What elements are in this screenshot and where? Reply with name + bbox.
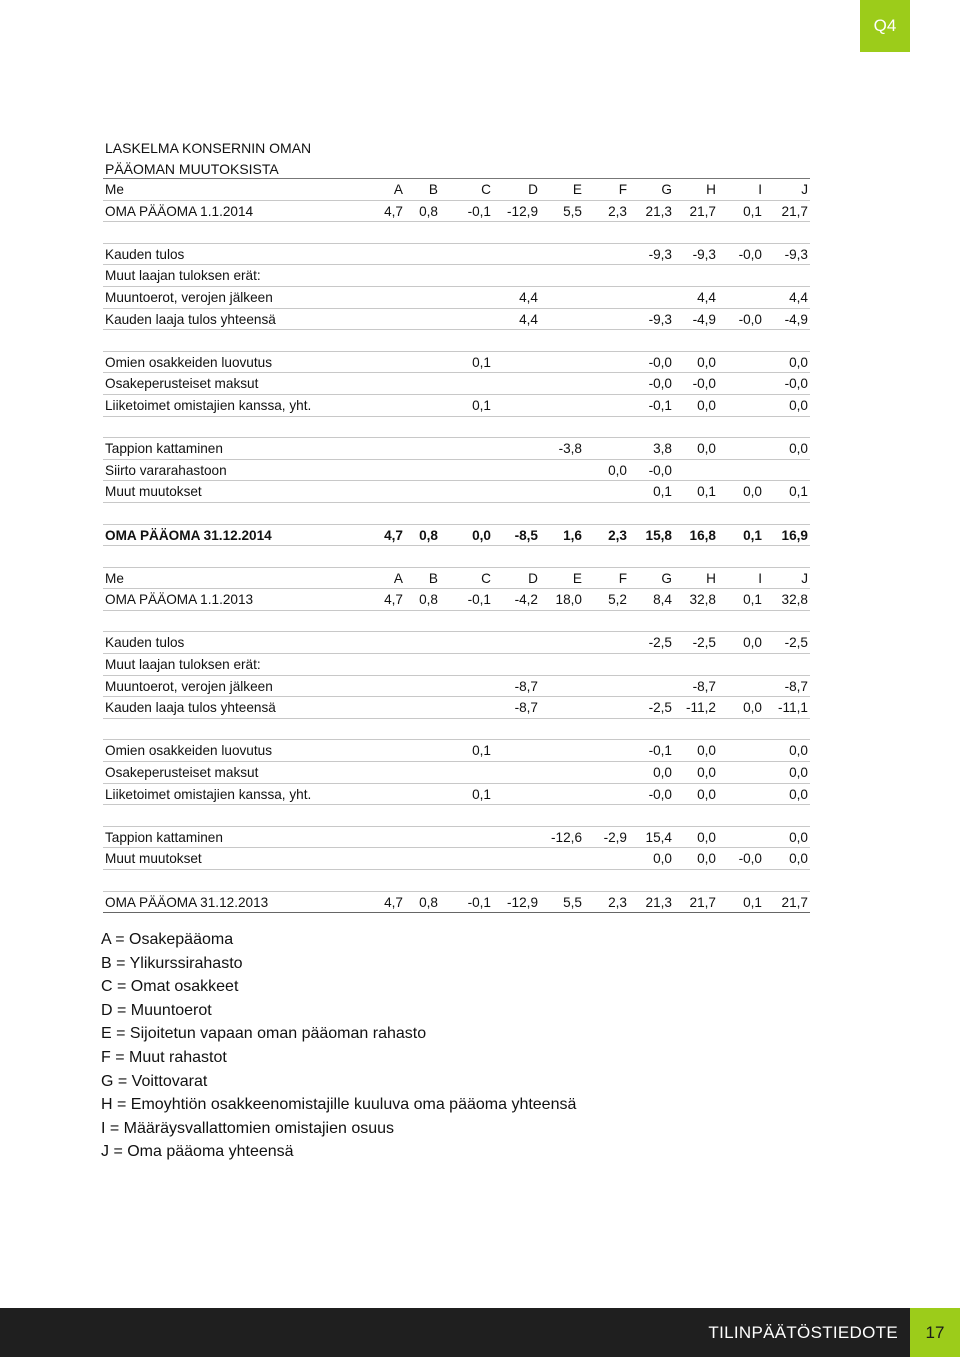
spacer-row bbox=[103, 503, 810, 525]
cell-col-i: 0,1 bbox=[743, 527, 762, 543]
spacer-row bbox=[103, 417, 810, 439]
cell-col-g: -0,0 bbox=[648, 462, 672, 478]
cell-col-g: 21,3 bbox=[645, 203, 672, 219]
table-row bbox=[103, 265, 810, 287]
cell-col-h: -9,3 bbox=[692, 246, 716, 262]
cell-col-j: -0,0 bbox=[784, 376, 808, 392]
cell-col-h: 0,0 bbox=[697, 743, 716, 759]
cell-col-j: 21,7 bbox=[781, 894, 808, 910]
spacer-row bbox=[103, 330, 810, 352]
cell-col-j: 0,1 bbox=[789, 484, 808, 500]
table-row bbox=[103, 762, 810, 784]
cell-col-g: 15,4 bbox=[645, 829, 672, 845]
table-row bbox=[103, 676, 810, 698]
cell-col-f: 0,0 bbox=[608, 462, 627, 478]
column-legend bbox=[101, 928, 576, 1164]
cell-col-h: 4,4 bbox=[697, 289, 716, 305]
cell-col-h: 0,0 bbox=[697, 829, 716, 845]
cell-col-g: -9,3 bbox=[648, 246, 672, 262]
row-label: Me bbox=[105, 570, 124, 586]
table-row bbox=[103, 309, 810, 331]
cell-col-d: -8,5 bbox=[514, 527, 538, 543]
cell-col-g: -2,5 bbox=[648, 635, 672, 651]
cell-col-b: B bbox=[428, 570, 438, 586]
table-row bbox=[103, 892, 810, 914]
row-label: Muut laajan tuloksen erät: bbox=[105, 268, 261, 284]
cell-col-j: 0,0 bbox=[789, 851, 808, 867]
table-row bbox=[103, 784, 810, 806]
table-row bbox=[103, 395, 810, 417]
cell-col-g: -0,0 bbox=[648, 354, 672, 370]
legend-item: A = Osakepääoma bbox=[101, 931, 234, 948]
row-label: OMA PÄÄOMA 31.12.2014 bbox=[105, 527, 272, 543]
cell-col-e: E bbox=[572, 182, 582, 197]
cell-col-g: 8,4 bbox=[653, 592, 672, 608]
cell-col-h: 32,8 bbox=[689, 592, 716, 608]
cell-col-f: F bbox=[618, 182, 627, 197]
row-label: OMA PÄÄOMA 31.12.2013 bbox=[105, 894, 269, 910]
cell-col-f: -2,9 bbox=[603, 829, 627, 845]
cell-col-c: 0,1 bbox=[472, 786, 491, 802]
legend-item: I = Määräysvallattomien omistajien osuus bbox=[101, 1119, 395, 1137]
row-label: Muut muutokset bbox=[105, 484, 202, 500]
cell-col-h: -4,9 bbox=[692, 311, 716, 327]
row-label: Liiketoimet omistajien kanssa, yht. bbox=[105, 786, 312, 802]
cell-col-g: G bbox=[661, 570, 672, 586]
cell-col-g: 21,3 bbox=[645, 894, 672, 910]
cell-col-b: 0,8 bbox=[419, 203, 438, 219]
cell-col-a: A bbox=[393, 570, 403, 586]
row-label: Kauden laaja tulos yhteensä bbox=[105, 311, 276, 327]
cell-col-c: 0,1 bbox=[472, 743, 491, 759]
cell-col-h: 21,7 bbox=[689, 203, 716, 219]
cell-col-i: -0,0 bbox=[738, 311, 762, 327]
cell-col-g: 3,8 bbox=[653, 441, 672, 457]
table-row bbox=[103, 827, 810, 849]
row-label: Kauden laaja tulos yhteensä bbox=[105, 700, 276, 716]
row-label: Kauden tulos bbox=[105, 635, 185, 651]
cell-col-i: 0,1 bbox=[743, 592, 762, 608]
cell-col-j: 0,0 bbox=[789, 397, 808, 413]
cell-col-j: 0,0 bbox=[789, 829, 808, 845]
row-label: Muut muutokset bbox=[105, 851, 202, 867]
legend-item: J = Oma pääoma yhteensä bbox=[101, 1143, 294, 1161]
cell-col-f: 2,3 bbox=[608, 527, 627, 543]
cell-col-g: -9,3 bbox=[648, 311, 672, 327]
footer-section-title: TILINPÄÄTÖSTIEDOTE bbox=[708, 1323, 898, 1342]
cell-col-c: -0,1 bbox=[467, 203, 491, 219]
row-label: Tappion kattaminen bbox=[105, 441, 223, 457]
cell-col-i: 0,1 bbox=[743, 203, 762, 219]
cell-col-j: -4,9 bbox=[784, 311, 808, 327]
cell-col-g: 0,0 bbox=[653, 851, 672, 867]
cell-col-h: 21,7 bbox=[689, 894, 716, 910]
table-row bbox=[103, 525, 810, 547]
cell-col-d: -12,9 bbox=[507, 203, 538, 219]
cell-col-b: 0,8 bbox=[419, 527, 438, 543]
cell-col-i: 0,0 bbox=[743, 635, 762, 651]
cell-col-d: -8,7 bbox=[514, 678, 538, 694]
table-row bbox=[103, 481, 810, 503]
cell-col-c: C bbox=[481, 182, 491, 197]
cell-col-d: -8,7 bbox=[514, 700, 538, 716]
cell-col-j: 0,0 bbox=[789, 786, 808, 802]
cell-col-i: -0,0 bbox=[738, 851, 762, 867]
spacer-row bbox=[103, 870, 810, 892]
cell-col-g: -2,5 bbox=[648, 700, 672, 716]
cell-col-b: 0,8 bbox=[419, 894, 438, 910]
cell-col-d: D bbox=[528, 182, 538, 197]
cell-col-i: I bbox=[758, 182, 762, 197]
cell-col-i: I bbox=[758, 570, 762, 586]
cell-col-f: F bbox=[618, 570, 627, 586]
table-row bbox=[103, 740, 810, 762]
equity-changes-table bbox=[103, 178, 810, 913]
cell-col-d: D bbox=[528, 570, 538, 586]
cell-col-j: -8,7 bbox=[784, 678, 808, 694]
cell-col-h: 0,0 bbox=[697, 851, 716, 867]
cell-col-e: -12,6 bbox=[551, 829, 582, 845]
table-row bbox=[103, 179, 810, 201]
cell-col-f: 5,2 bbox=[608, 592, 627, 608]
cell-col-j: J bbox=[801, 182, 808, 197]
cell-col-i: 0,0 bbox=[743, 484, 762, 500]
cell-col-d: 4,4 bbox=[519, 311, 538, 327]
spacer-row bbox=[103, 222, 810, 244]
cell-col-b: 0,8 bbox=[419, 592, 438, 608]
cell-col-h: 0,0 bbox=[697, 397, 716, 413]
legend-item: C = Omat osakkeet bbox=[101, 978, 239, 996]
legend-item: H = Emoyhtiön osakkeenomistajille kuuluva oma pääoma yhteensä bbox=[101, 1096, 577, 1114]
legend-item: B = Ylikurssirahasto bbox=[101, 954, 243, 972]
cell-col-a: A bbox=[393, 182, 403, 197]
cell-col-h: 0,0 bbox=[697, 441, 716, 457]
cell-col-j: -2,5 bbox=[784, 635, 808, 651]
table-row bbox=[103, 697, 810, 719]
cell-col-j: J bbox=[801, 570, 808, 586]
title-line-2: PÄÄOMAN MUUTOKSISTA bbox=[105, 161, 279, 177]
legend-item: E = Sijoitetun vapaan oman pääoman rahasto bbox=[101, 1025, 427, 1043]
cell-col-j: 0,0 bbox=[789, 354, 808, 370]
cell-col-c: -0,1 bbox=[467, 894, 491, 910]
cell-col-j: 4,4 bbox=[789, 289, 808, 305]
table-row bbox=[103, 848, 810, 870]
cell-col-i: 0,0 bbox=[743, 700, 762, 716]
row-label: Muut laajan tuloksen erät: bbox=[105, 657, 261, 673]
spacer-row bbox=[103, 611, 810, 633]
cell-col-j: -11,1 bbox=[778, 700, 808, 716]
spacer-row bbox=[103, 546, 810, 568]
row-label: Me bbox=[105, 182, 124, 197]
cell-col-j: 16,9 bbox=[781, 527, 808, 543]
title-line-1: LASKELMA KONSERNIN OMAN bbox=[105, 140, 312, 156]
cell-col-j: 32,8 bbox=[781, 592, 808, 608]
cell-col-d: -12,9 bbox=[507, 894, 538, 910]
row-label: Omien osakkeiden luovutus bbox=[105, 354, 272, 370]
spacer-row bbox=[103, 805, 810, 827]
cell-col-c: 0,1 bbox=[472, 397, 491, 413]
cell-col-f: 2,3 bbox=[608, 203, 627, 219]
cell-col-c: -0,1 bbox=[467, 592, 491, 608]
table-row bbox=[103, 460, 810, 482]
table-row bbox=[103, 373, 810, 395]
cell-col-h: 0,1 bbox=[697, 484, 716, 500]
cell-col-h: -0,0 bbox=[692, 376, 716, 392]
legend-item: D = Muuntoerot bbox=[101, 1001, 212, 1019]
row-label: Kauden tulos bbox=[105, 246, 185, 262]
row-label: Osakeperusteiset maksut bbox=[105, 376, 259, 392]
cell-col-f: 2,3 bbox=[608, 894, 627, 910]
spacer-row bbox=[103, 719, 810, 741]
cell-col-j: 0,0 bbox=[789, 743, 808, 759]
cell-col-c: C bbox=[481, 570, 491, 586]
cell-col-h: 0,0 bbox=[697, 354, 716, 370]
row-label: Muuntoerot, verojen jälkeen bbox=[105, 678, 273, 694]
cell-col-h: H bbox=[706, 570, 716, 586]
table-row bbox=[103, 654, 810, 676]
table-row bbox=[103, 438, 810, 460]
cell-col-h: -8,7 bbox=[692, 678, 716, 694]
cell-col-e: -3,8 bbox=[558, 441, 582, 457]
cell-col-i: -0,0 bbox=[738, 246, 762, 262]
cell-col-j: -9,3 bbox=[784, 246, 808, 262]
cell-col-e: 18,0 bbox=[555, 592, 582, 608]
table-row bbox=[103, 568, 810, 590]
cell-col-j: 0,0 bbox=[789, 765, 808, 781]
cell-col-h: -11,2 bbox=[686, 700, 716, 716]
cell-col-h: 16,8 bbox=[689, 527, 716, 543]
cell-col-g: -0,1 bbox=[648, 397, 672, 413]
cell-col-a: 4,7 bbox=[384, 527, 403, 543]
table-row bbox=[103, 201, 810, 223]
cell-col-d: 4,4 bbox=[519, 289, 538, 305]
cell-col-g: 0,1 bbox=[653, 484, 672, 500]
cell-col-a: 4,7 bbox=[384, 592, 403, 608]
cell-col-j: 21,7 bbox=[781, 203, 808, 219]
legend-item: F = Muut rahastot bbox=[101, 1048, 227, 1066]
table-row bbox=[103, 589, 810, 611]
cell-col-b: B bbox=[428, 182, 438, 197]
cell-col-a: 4,7 bbox=[384, 894, 403, 910]
cell-col-g: 15,8 bbox=[645, 527, 672, 543]
cell-col-a: 4,7 bbox=[384, 203, 403, 219]
table-row bbox=[103, 632, 810, 654]
quarter-badge: Q4 bbox=[860, 0, 910, 52]
cell-col-g: -0,1 bbox=[648, 743, 672, 759]
row-label: OMA PÄÄOMA 1.1.2013 bbox=[105, 592, 254, 608]
cell-col-g: -0,0 bbox=[648, 376, 672, 392]
table-row bbox=[103, 244, 810, 266]
cell-col-d: -4,2 bbox=[514, 592, 538, 608]
cell-col-h: -2,5 bbox=[692, 635, 716, 651]
row-label: Omien osakkeiden luovutus bbox=[105, 743, 272, 759]
table-row bbox=[103, 352, 810, 374]
cell-col-g: 0,0 bbox=[653, 765, 672, 781]
cell-col-h: 0,0 bbox=[697, 786, 716, 802]
cell-col-e: E bbox=[572, 570, 582, 586]
statement-title bbox=[105, 138, 311, 180]
cell-col-e: 5,5 bbox=[563, 894, 582, 910]
legend-item: G = Voittovarat bbox=[101, 1072, 208, 1090]
cell-col-h: H bbox=[706, 182, 716, 197]
row-label: Osakeperusteiset maksut bbox=[105, 765, 259, 781]
row-label: Siirto vararahastoon bbox=[105, 462, 227, 478]
cell-col-c: 0,1 bbox=[472, 354, 491, 370]
page-footer bbox=[0, 1308, 960, 1357]
page-number: 17 bbox=[910, 1308, 960, 1357]
cell-col-j: 0,0 bbox=[789, 441, 808, 457]
row-label: Liiketoimet omistajien kanssa, yht. bbox=[105, 397, 312, 413]
cell-col-i: 0,1 bbox=[743, 894, 762, 910]
cell-col-e: 5,5 bbox=[563, 203, 582, 219]
cell-col-h: 0,0 bbox=[697, 765, 716, 781]
cell-col-g: G bbox=[661, 182, 672, 197]
row-label: OMA PÄÄOMA 1.1.2014 bbox=[105, 203, 254, 219]
cell-col-g: -0,0 bbox=[648, 786, 672, 802]
row-label: Tappion kattaminen bbox=[105, 829, 223, 845]
cell-col-e: 1,6 bbox=[563, 527, 582, 543]
cell-col-c: 0,0 bbox=[472, 527, 491, 543]
row-label: Muuntoerot, verojen jälkeen bbox=[105, 289, 273, 305]
table-row bbox=[103, 287, 810, 309]
